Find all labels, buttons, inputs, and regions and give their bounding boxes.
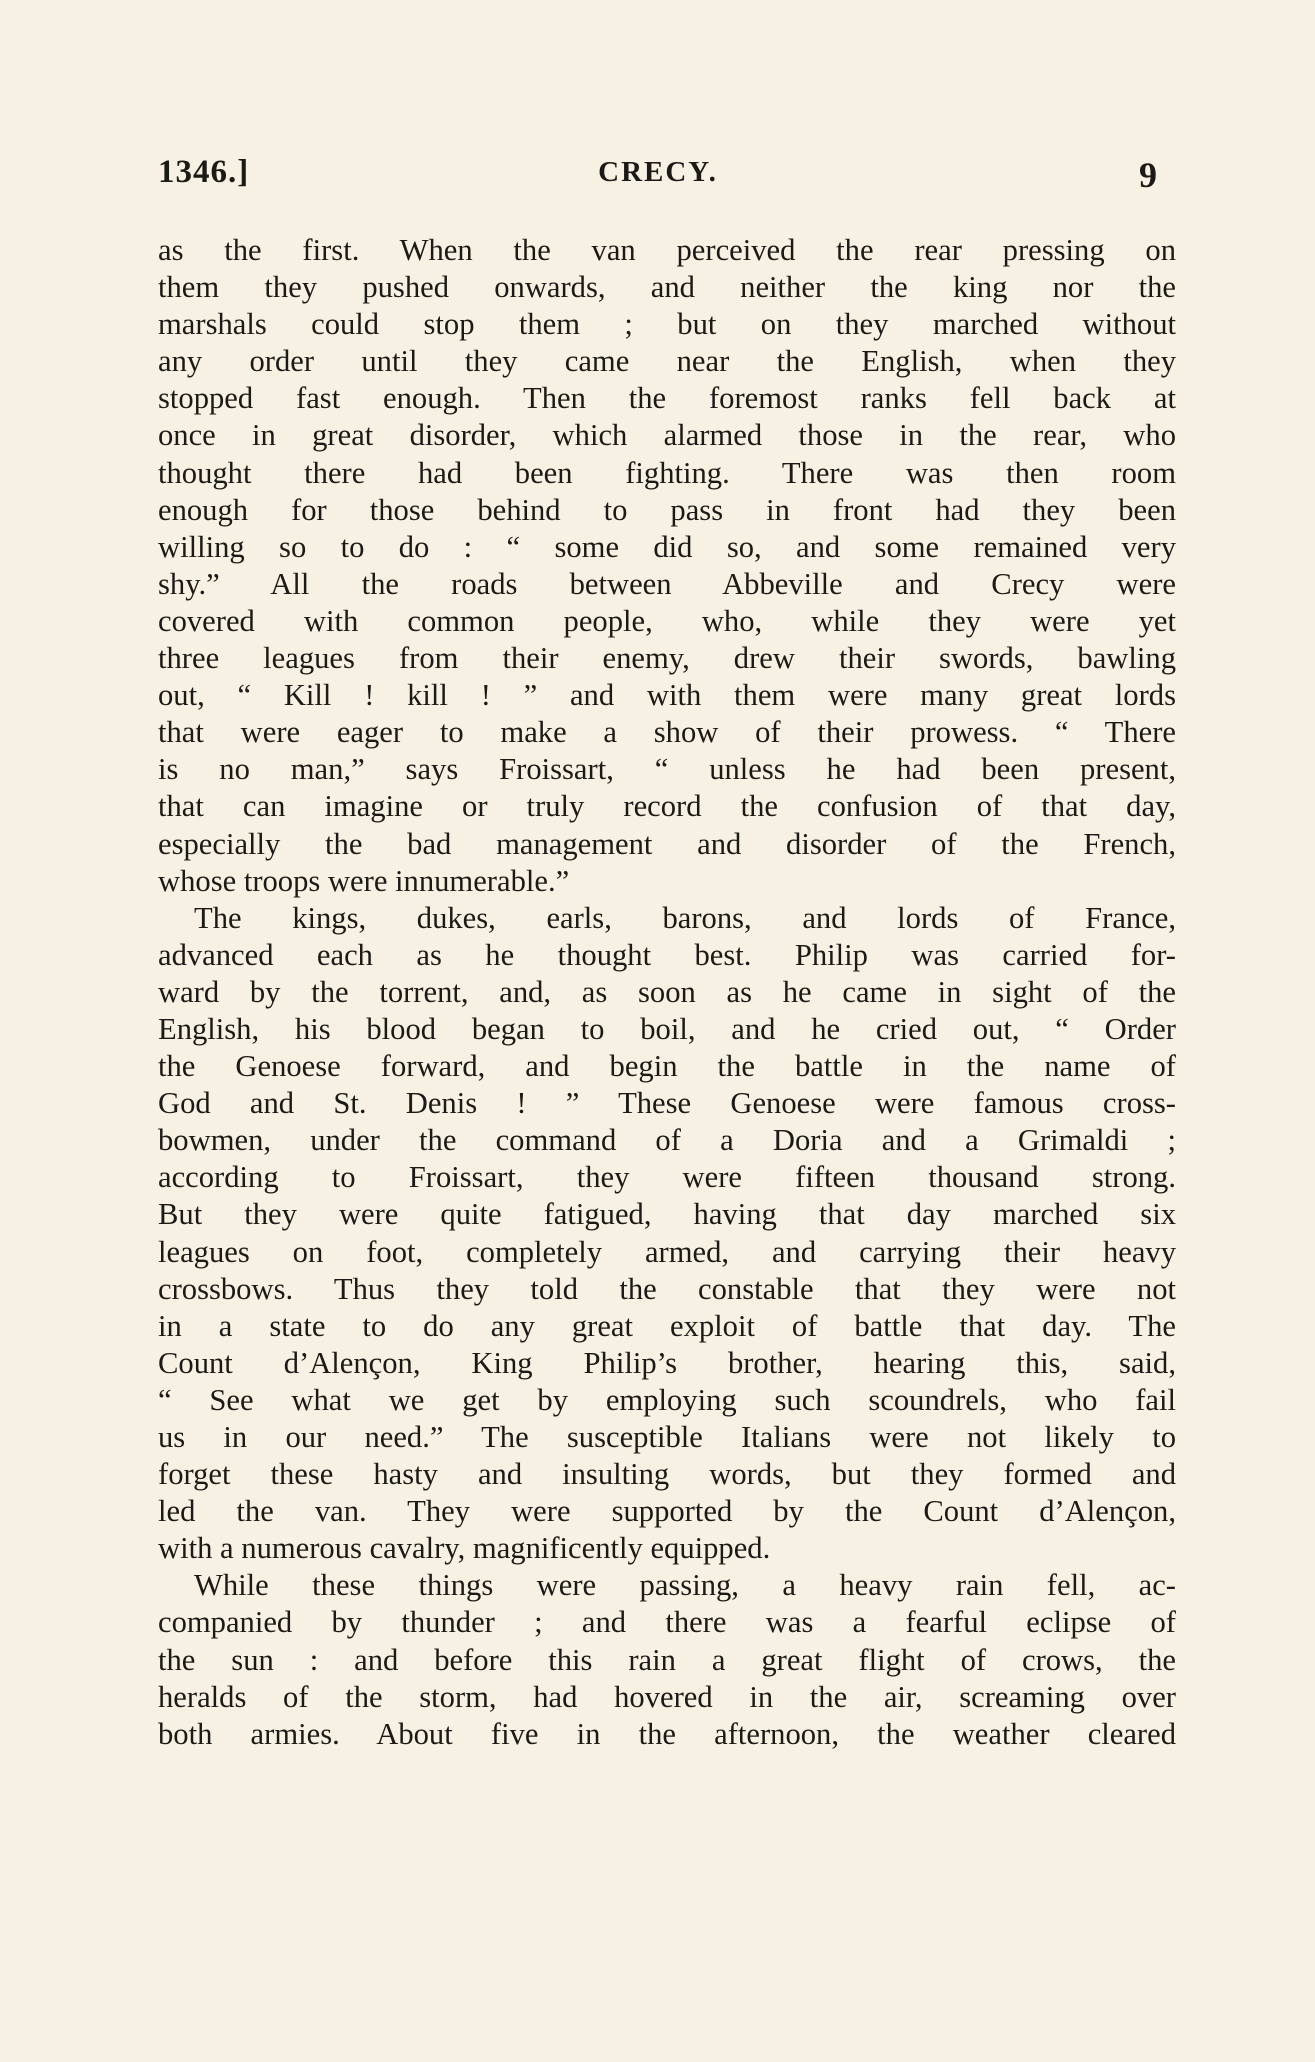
text-line: that were eager to make a show of their prowess. “ There: [158, 715, 1176, 750]
body-text: [158, 232, 1176, 1753]
text-line: companied by thunder ; and there was a fearful eclipse of: [158, 1605, 1176, 1640]
text-line: leagues on foot, completely armed, and carrying their heavy: [158, 1234, 1176, 1269]
text-line: The kings, dukes, earls, barons, and lords of France,: [194, 900, 1176, 935]
text-line: God and St. Denis ! ” These Genoese were famous cross-: [158, 1086, 1176, 1121]
text-line: with a numerous cavalry, magnificently equipped.: [158, 1531, 771, 1566]
text-line: any order until they came near the English, when they: [158, 344, 1176, 379]
text-line: according to Froissart, they were fifteen thousand strong.: [158, 1160, 1176, 1195]
text-line: willing so to do : “ some did so, and some remained very: [158, 529, 1176, 564]
text-line: enough for those behind to pass in front had they been: [158, 492, 1176, 527]
text-line: three leagues from their enemy, drew their swords, bawling: [158, 641, 1176, 676]
text-line: them they pushed onwards, and neither the king nor the: [158, 270, 1176, 305]
text-line: advanced each as he thought best. Philip was carried for-: [158, 937, 1176, 972]
text-line: especially the bad management and disorder of the French,: [158, 826, 1176, 861]
text-line: as the first. When the van perceived the rear pressing on: [158, 233, 1176, 267]
running-head: [158, 154, 1158, 194]
text-line: led the van. They were supported by the Count d’Alençon,: [158, 1494, 1176, 1529]
text-line: covered with common people, who, while they were yet: [158, 603, 1176, 638]
text-line: in a state to do any great exploit of battle that day. The: [158, 1308, 1176, 1343]
text-line: “ See what we get by employing such scoundrels, who fail: [158, 1382, 1176, 1417]
text-line: whose troops were innumerable.”: [158, 863, 570, 898]
text-line: bowmen, under the command of a Doria and a Grimaldi ;: [158, 1123, 1176, 1158]
text-line: Count d’Alençon, King Philip’s brother, hearing this, said,: [158, 1345, 1176, 1380]
text-line: shy.” All the roads between Abbeville and Crecy were: [158, 566, 1176, 601]
text-line: ward by the torrent, and, as soon as he came in sight of the: [158, 974, 1176, 1009]
text-line: forget these hasty and insulting words, but they formed and: [158, 1457, 1176, 1492]
text-line: that can imagine or truly record the confusion of that day,: [158, 789, 1176, 824]
page-number: 9: [1139, 155, 1158, 195]
text-line: the Genoese forward, and begin the battle in the name of: [158, 1049, 1176, 1084]
text-line: English, his blood began to boil, and he cried out, “ Order: [158, 1011, 1176, 1046]
text-line: heralds of the storm, had hovered in the air, screaming over: [158, 1679, 1176, 1714]
text-line: stopped fast enough. Then the foremost ranks fell back at: [158, 381, 1176, 416]
text-line: us in our need.” The susceptible Italians were not likely to: [158, 1420, 1176, 1454]
text-line: But they were quite fatigued, having that day marched six: [158, 1197, 1176, 1232]
text-line: While these things were passing, a heavy rain fell, ac-: [194, 1568, 1176, 1603]
text-line: the sun : and before this rain a great flight of crows, the: [158, 1642, 1176, 1677]
running-title: CRECY.: [598, 156, 718, 188]
text-line: thought there had been fighting. There was then room: [158, 455, 1176, 490]
chapter-year: 1346.]: [158, 154, 250, 190]
text-line: crossbows. Thus they told the constable that they were not: [158, 1271, 1176, 1306]
text-line: out, “ Kill ! kill ! ” and with them were many great lords: [158, 678, 1176, 713]
text-line: both armies. About five in the afternoon, the weather cleared: [158, 1716, 1176, 1751]
text-line: marshals could stop them ; but on they marched without: [158, 307, 1176, 342]
text-line: once in great disorder, which alarmed those in the rear, who: [158, 418, 1176, 453]
text-line: is no man,” says Froissart, “ unless he had been present,: [158, 752, 1176, 787]
